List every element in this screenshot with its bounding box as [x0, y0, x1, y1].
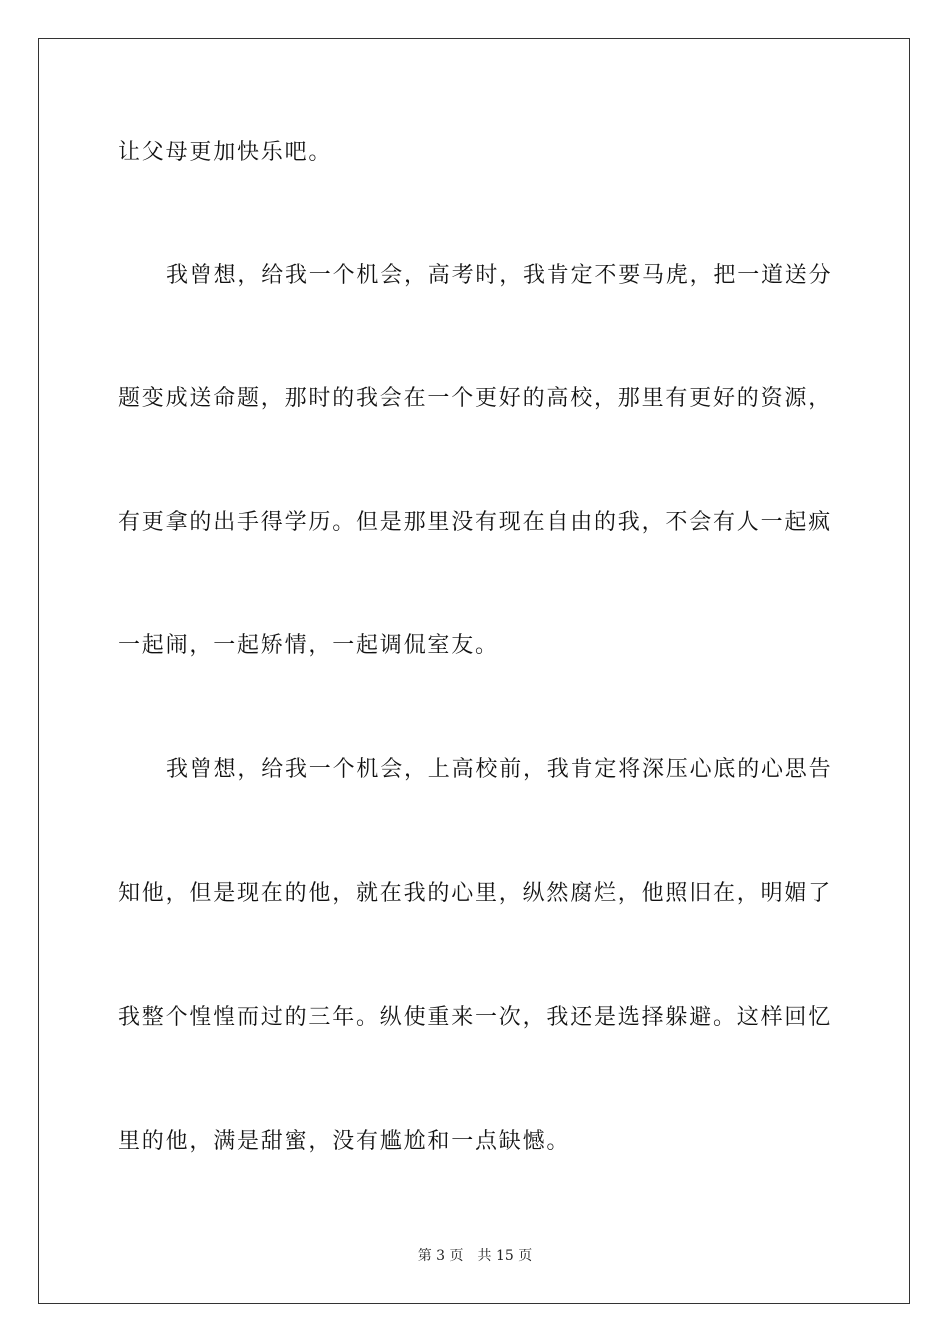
paragraph-line: 一起闹，一起矫情，一起调侃室友。 [118, 633, 499, 658]
page-total: 共 15 页 [477, 1248, 533, 1264]
paragraph-line: 有更拿的出手得学历。但是那里没有现在自由的我，不会有人一起疯 [118, 510, 833, 535]
paragraph-line: 里的他，满是甜蜜，没有尴尬和一点缺憾。 [118, 1129, 571, 1154]
paragraph-line: 让父母更加快乐吧。 [118, 140, 333, 165]
paragraph-line: 题变成送命题，那时的我会在一个更好的高校，那里有更好的资源， [118, 386, 833, 411]
page-footer [0, 1246, 950, 1266]
page-number: 第 3 页 [417, 1248, 464, 1264]
paragraph-line: 我整个惶惶而过的三年。纵使重来一次，我还是选择躲避。这样回忆 [118, 1005, 833, 1030]
page-border [38, 38, 910, 1304]
paragraph-line: 知他，但是现在的他，就在我的心里，纵然腐烂，他照旧在，明媚了 [118, 881, 833, 906]
paragraph-line: 我曾想，给我一个机会，高考时，我肯定不要马虎，把一道送分 [166, 263, 833, 288]
paragraph-line: 我曾想，给我一个机会，上高校前，我肯定将深压心底的心思告 [166, 757, 833, 782]
